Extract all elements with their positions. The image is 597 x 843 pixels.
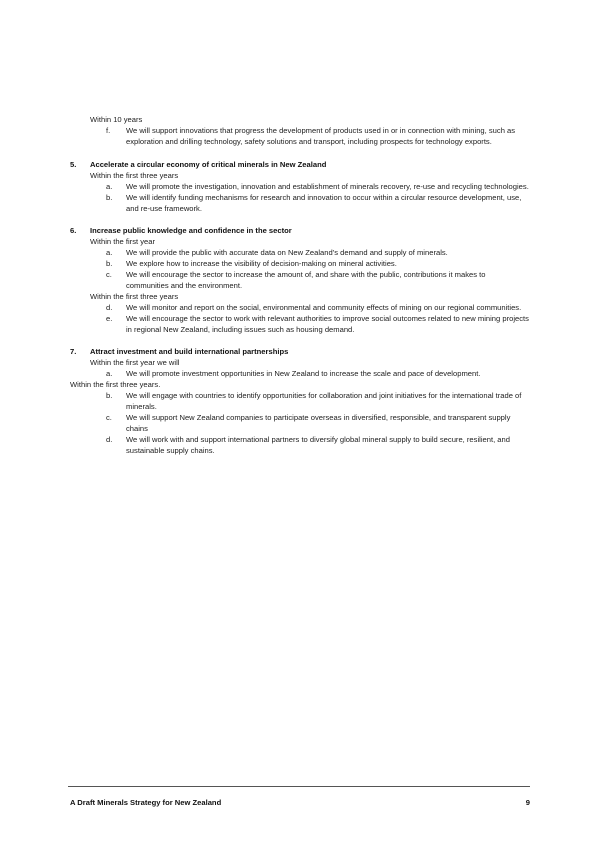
section-number: 7. [70, 347, 77, 356]
list-item [70, 412, 530, 434]
list-item-label: b. [106, 193, 113, 202]
list-item [70, 302, 530, 313]
list-item-text: We will provide the public with accurate data on New Zealand’s demand and supply of minerals. [126, 248, 448, 257]
timeframe-label: Within the first year we will [90, 358, 180, 367]
list-item-text: We will promote investment opportunities in New Zealand to increase the scale and pace of development. [126, 369, 481, 378]
list-item-label: d. [106, 303, 113, 312]
list-item [70, 368, 530, 379]
footer-divider [68, 786, 530, 787]
list-item-label: f. [106, 126, 111, 135]
list-item-text: We will engage with countries to identify opportunities for collaboration and joint initiatives for the international trade of minerals. [126, 391, 522, 411]
list-item-label: d. [106, 435, 113, 444]
list-item-label: a. [106, 248, 113, 257]
section-title: Increase public knowledge and confidence in the sector [90, 226, 292, 235]
list-item-text: We will work with and support international partners to diversify global mineral supply to build secure, resilient, and sustainable supply chains. [126, 435, 510, 455]
list-item-text: We will encourage the sector to work with relevant authorities to improve social outcomes related to new mining projects in regional New Zealand, including issues such as housing demand. [126, 314, 529, 334]
timeframe-label-text: Within the first three years. [70, 380, 161, 389]
list-item [70, 247, 530, 258]
section-7 [70, 346, 530, 456]
list-item-label: b. [106, 259, 113, 268]
list-item-text: We will identify funding mechanisms for research and innovation to occur within a circular resource development, use, and re-use framework. [126, 193, 522, 213]
list-item-text: We will support New Zealand companies to participate overseas in diversified, responsible, and transparent supply chains [126, 413, 511, 433]
section-heading [70, 159, 530, 170]
list-item-text: We will promote the investigation, innovation and establishment of minerals recovery, re-use and recycling technologies. [126, 182, 529, 191]
list-item-text: We will monitor and report on the social, environmental and community effects of mining on our regional communities. [126, 303, 522, 312]
list-item-label: a. [106, 369, 113, 378]
section-number: 5. [70, 160, 77, 169]
list-item-label: c. [106, 413, 112, 422]
timeframe-label: Within the first three years [90, 171, 179, 180]
list-item-label: e. [106, 314, 113, 323]
section-title: Accelerate a circular economy of critical minerals in New Zealand [90, 160, 327, 169]
list-item-label: a. [106, 182, 113, 191]
list-item [70, 390, 530, 412]
list-item-label: b. [106, 391, 113, 400]
list-item [70, 258, 530, 269]
page-body [70, 114, 530, 456]
section-6 [70, 225, 530, 335]
timeframe-label: Within 10 years [90, 115, 143, 124]
list-item [70, 192, 530, 214]
continuation-block [70, 114, 530, 147]
list-item [70, 269, 530, 291]
timeframe-label [70, 379, 530, 390]
list-item-text: We will support innovations that progress the development of products used in or in connection with mining, such as exploration and drilling technology, safety solutions and transport, including prospects for technology exports. [126, 126, 516, 146]
list-item [70, 125, 530, 147]
footer-title: A Draft Minerals Strategy for New Zealand [70, 798, 222, 807]
list-item-label: c. [106, 270, 112, 279]
list-item-text: We will encourage the sector to increase the amount of, and share with the public, contributions it makes to communities and the environment. [126, 270, 486, 290]
list-item [70, 313, 530, 335]
timeframe-label: Within the first year [90, 237, 155, 246]
section-heading [70, 346, 530, 357]
section-number: 6. [70, 226, 77, 235]
section-title: Attract investment and build international partnerships [90, 347, 289, 356]
section-5 [70, 159, 530, 214]
section-heading [70, 225, 530, 236]
page-number: 9 [525, 798, 530, 807]
timeframe-label: Within the first three years [90, 292, 179, 301]
list-item-text: We explore how to increase the visibility of decision-making on mineral activities. [126, 259, 397, 268]
list-item [70, 181, 530, 192]
list-item [70, 434, 530, 456]
